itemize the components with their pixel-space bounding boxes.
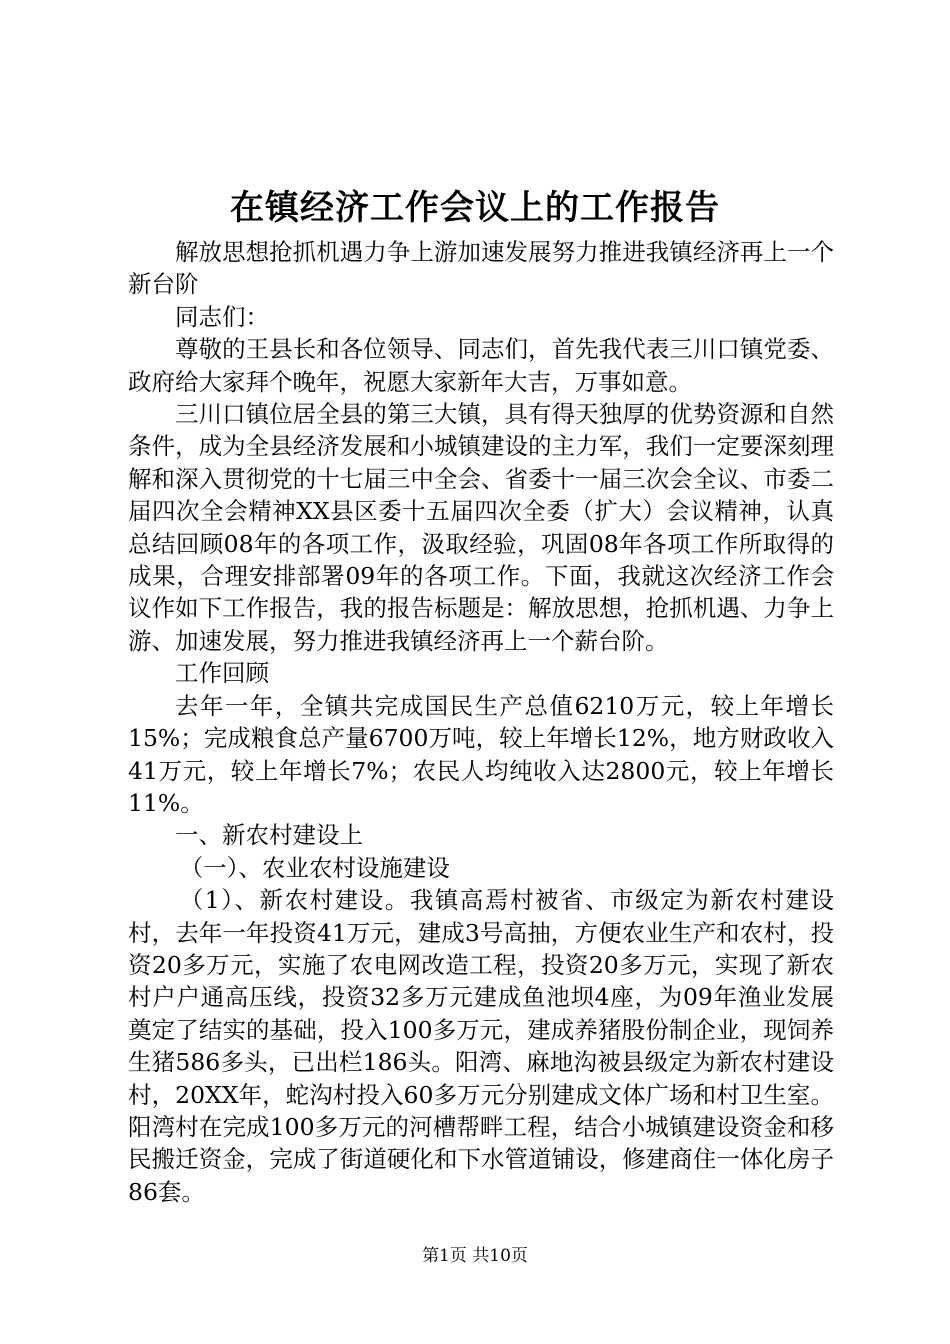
document-body bbox=[128, 236, 834, 1208]
paragraph-subtitle: 解放思想抢抓机遇力争上游加速发展努力推进我镇经济再上一个新台阶 bbox=[128, 238, 834, 299]
section-heading-new-village: 一、新农村建设上 bbox=[175, 821, 363, 850]
paragraph-new-village-construction: （1）、新农村建设。我镇高焉村被省、市级定为新农村建设村，去年一年投资41万元，建成3号高抽，方便农业生产和农村，投资20多万元，实施了农电网改造工程，投资20多万元，实现了新农村户户通高压线，投资32多万元建成鱼池坝4座，为09年渔业发展奠定了结实的基础，投入100多万元，建成养猪股份制企业，现饲养生猪586多头，已出栏186头。阳湾、麻地沟被县级定为新农村建设村，20XX年，蛇沟村投入60多万元分别建成文体广场和村卫生室。阳湾村在完成100多万元的河槽帮畔工程，结合小城镇建设资金和移民搬迁资金，完成了街道硬化和下水管道铺设，修建商住一体化房子86套。 bbox=[128, 886, 834, 1206]
paragraph-introduction: 三川口镇位居全县的第三大镇，具有得天独厚的优势资源和自然条件，成为全县经济发展和小城镇建设的主力军，我们一定要深刻理解和深入贯彻党的十七届三中全会、省委十一届三次会全议、市委二届四次全会精神XX县区委十五届四次全委（扩大）会议精神，认真总结回顾08年的各项工作，汲取经验，巩固08年各项工作所取得的成果，合理安排部署09年的各项工作。下面，我就这次经济工作会议作如下工作报告，我的报告标题是：解放思想，抢抓机遇、力争上游、加速发展，努力推进我镇经济再上一个薪台阶。 bbox=[128, 400, 834, 655]
paragraph-greeting: 尊敬的王县长和各位领导、同志们，首先我代表三川口镇党委、政府给大家拜个晚年，祝愿大家新年大吉，万事如意。 bbox=[128, 335, 834, 396]
document-title: 在镇经济工作会议上的工作报告 bbox=[230, 188, 720, 228]
paragraph-salutation: 同志们： bbox=[175, 302, 269, 331]
section-heading-review: 工作回顾 bbox=[175, 659, 269, 688]
subsection-heading-infrastructure: （一）、农业农村设施建设 bbox=[179, 853, 450, 882]
page-footer: 第1页 共10页 bbox=[422, 1246, 528, 1266]
paragraph-statistics: 去年一年，全镇共完成国民生产总值6210万元，较上年增长15%；完成粮食总产量6700万吨，较上年增长12%，地方财政收入41万元，较上年增长7%；农民人均纯收入达2800元，较上年增长11%。 bbox=[128, 691, 834, 817]
